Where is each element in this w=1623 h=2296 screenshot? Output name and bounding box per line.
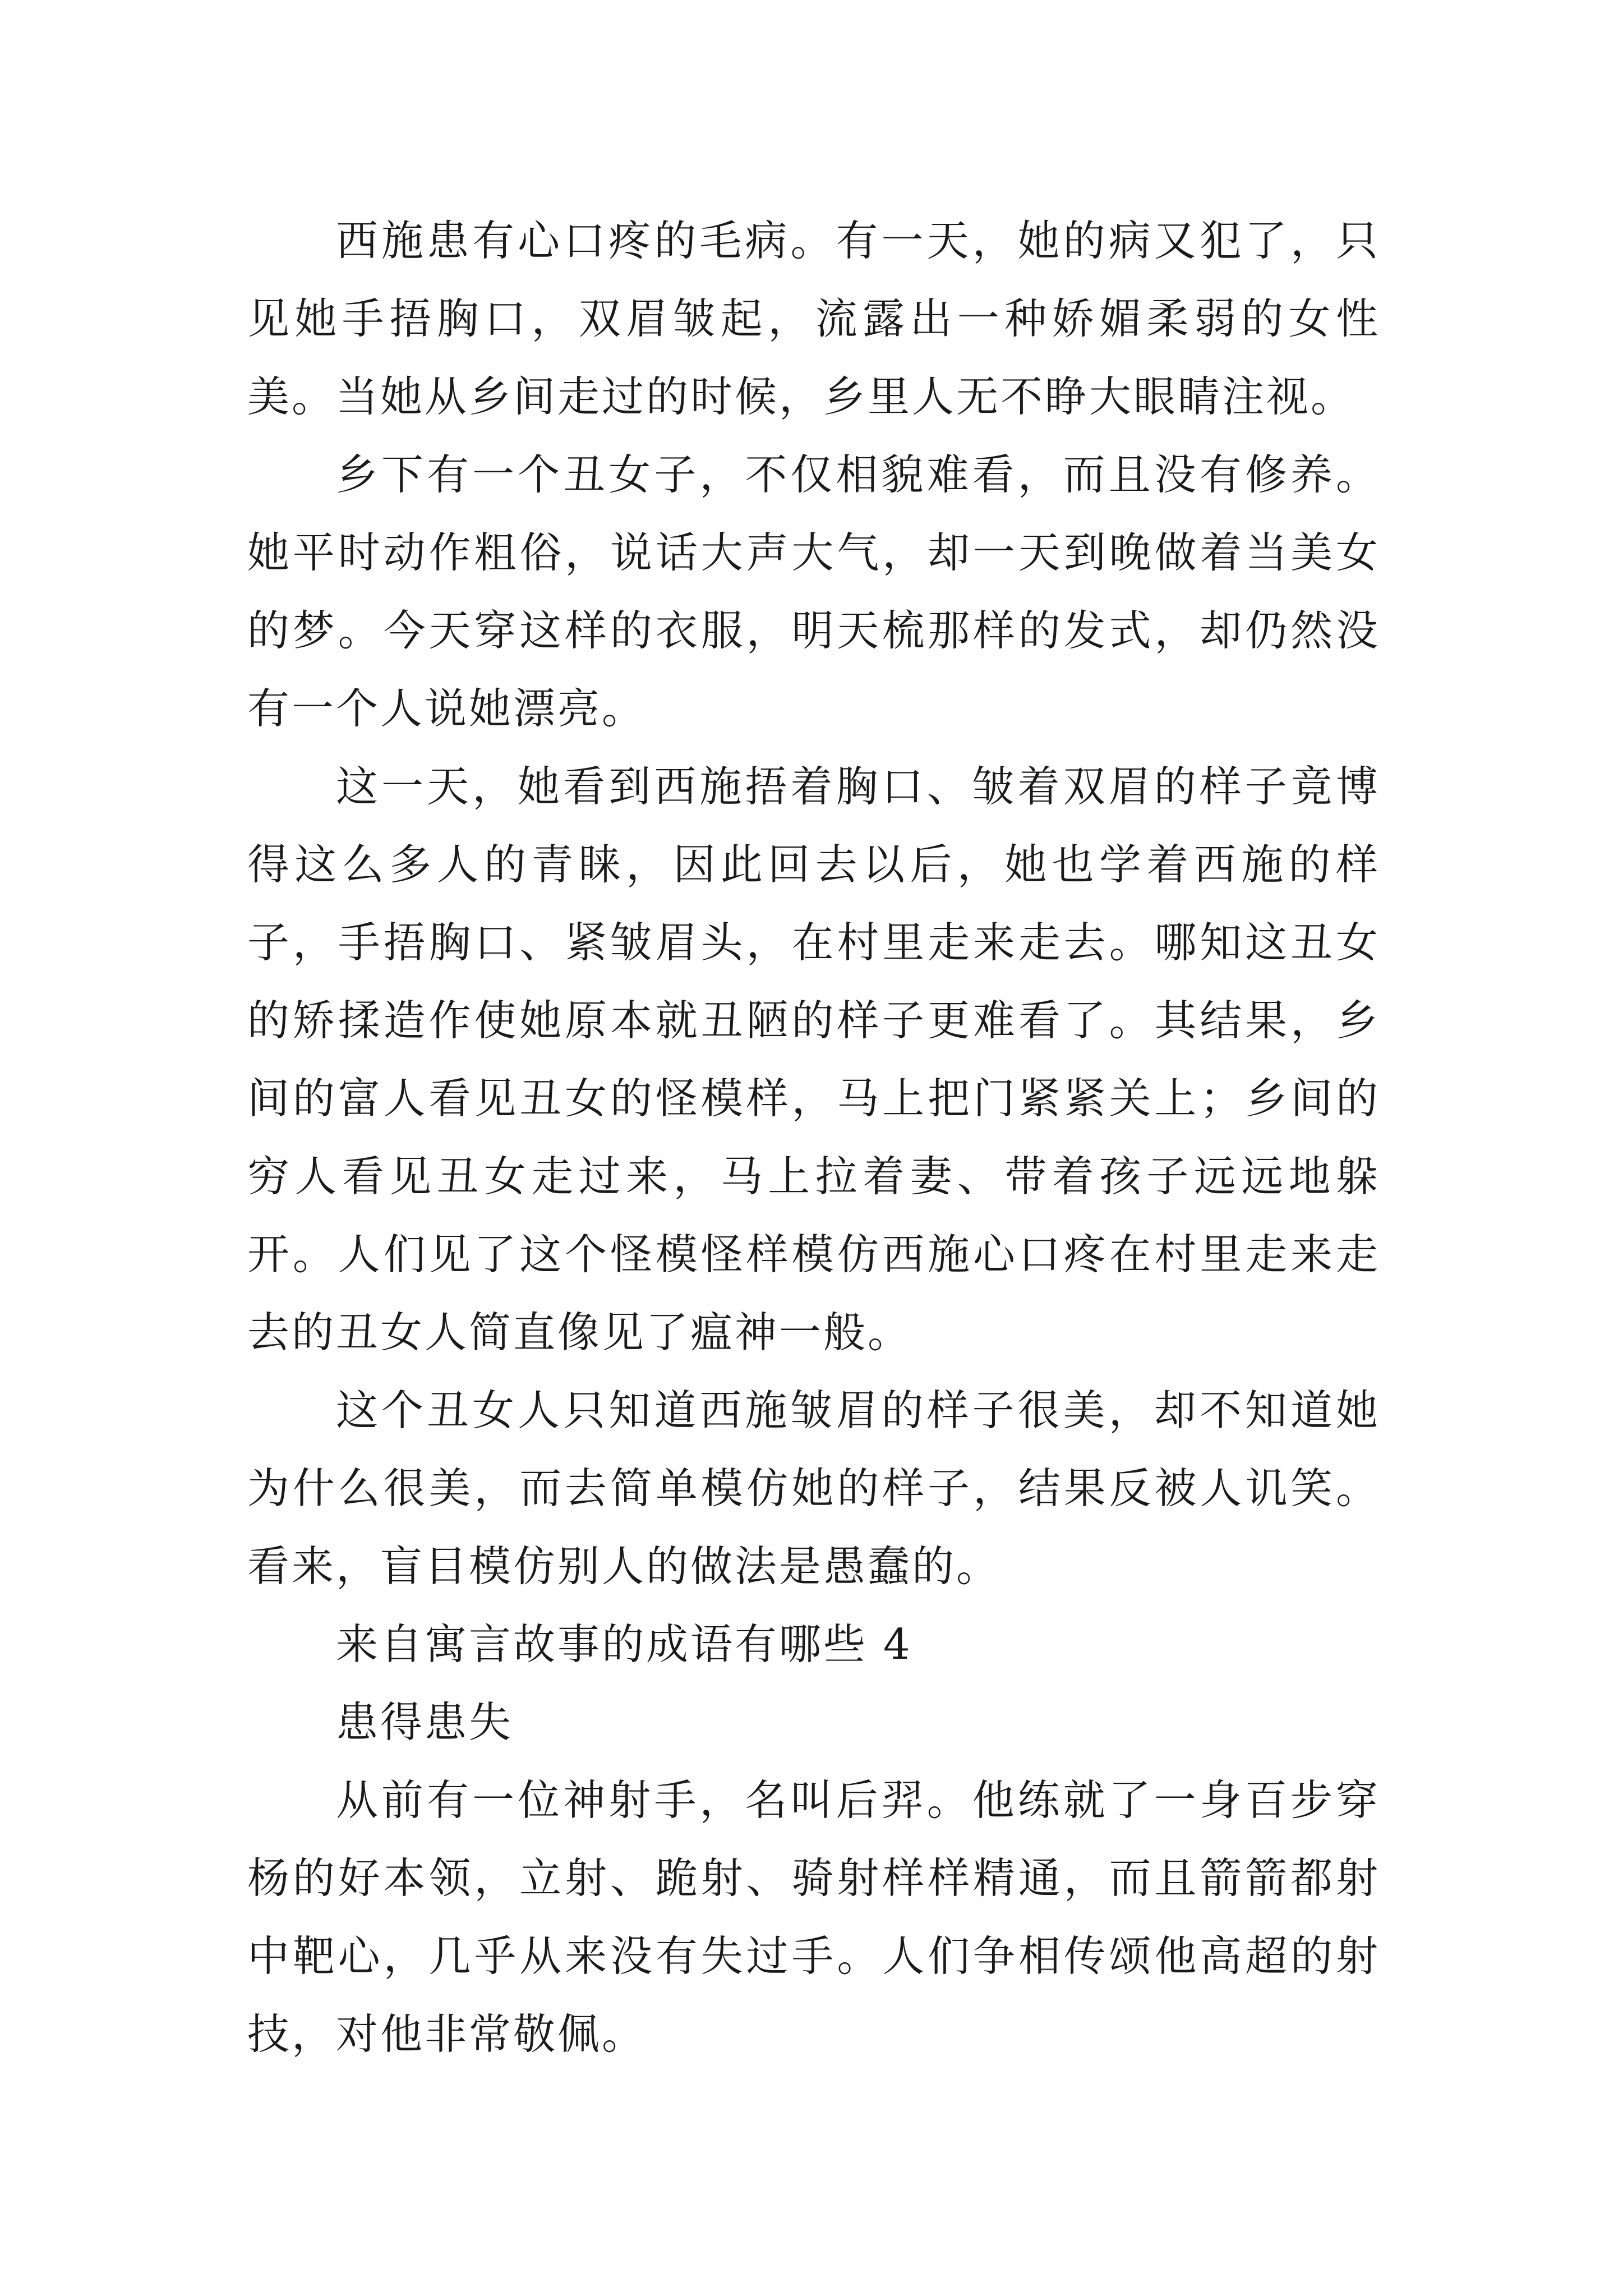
- document-body: [247, 202, 1380, 2073]
- section-title: 来自寓言故事的成语有哪些 4: [336, 1619, 912, 1669]
- paragraph-xishi-illness: 西施患有心口疼的毛病。有一天，她的病又犯了，只见她手捂胸口，双眉皱起，流露出一种娇媚柔弱的女性美。当她从乡间走过的时候，乡里人无不睁大眼睛注视。: [247, 216, 1380, 421]
- paragraph-houyi: 从前有一位神射手，名叫后羿。他练就了一身百步穿杨的好本领，立射、跪射、骑射样样精通，而且箭箭都射中靶心，几乎从来没有失过手。人们争相传颂他高超的射技，对他非常敬佩。: [247, 1775, 1380, 2059]
- idiom-title: 患得患失: [336, 1697, 514, 1747]
- paragraph-ugly-woman: 乡下有一个丑女子，不仅相貌难看，而且没有修养。她平时动作粗俗，说话大声大气，却一天到晚做着当美女的梦。今天穿这样的衣服，明天梳那样的发式，却仍然没有一个人说她漂亮。: [247, 450, 1380, 733]
- paragraph-imitation: 这一天，她看到西施捂着胸口、皱着双眉的样子竟博得这么多人的青睐，因此回去以后，她也学着西施的样子，手捂胸口、紧皱眉头，在村里走来走去。哪知这丑女的矫揉造作使她原本就丑陋的样子更难看了。其结果，乡间的富人看见丑女的怪模样，马上把门紧紧关上；乡间的穷人看见丑女走过来，马上拉着妻、带着孩子远远地躲开。人们见了这个怪模怪样模仿西施心口疼在村里走来走去的丑女人简直像见了瘟神一般。: [247, 762, 1380, 1357]
- paragraph-moral: 这个丑女人只知道西施皱眉的样子很美，却不知道她为什么很美，而去简单模仿她的样子，结果反被人讥笑。看来，盲目模仿别人的做法是愚蠢的。: [247, 1386, 1380, 1591]
